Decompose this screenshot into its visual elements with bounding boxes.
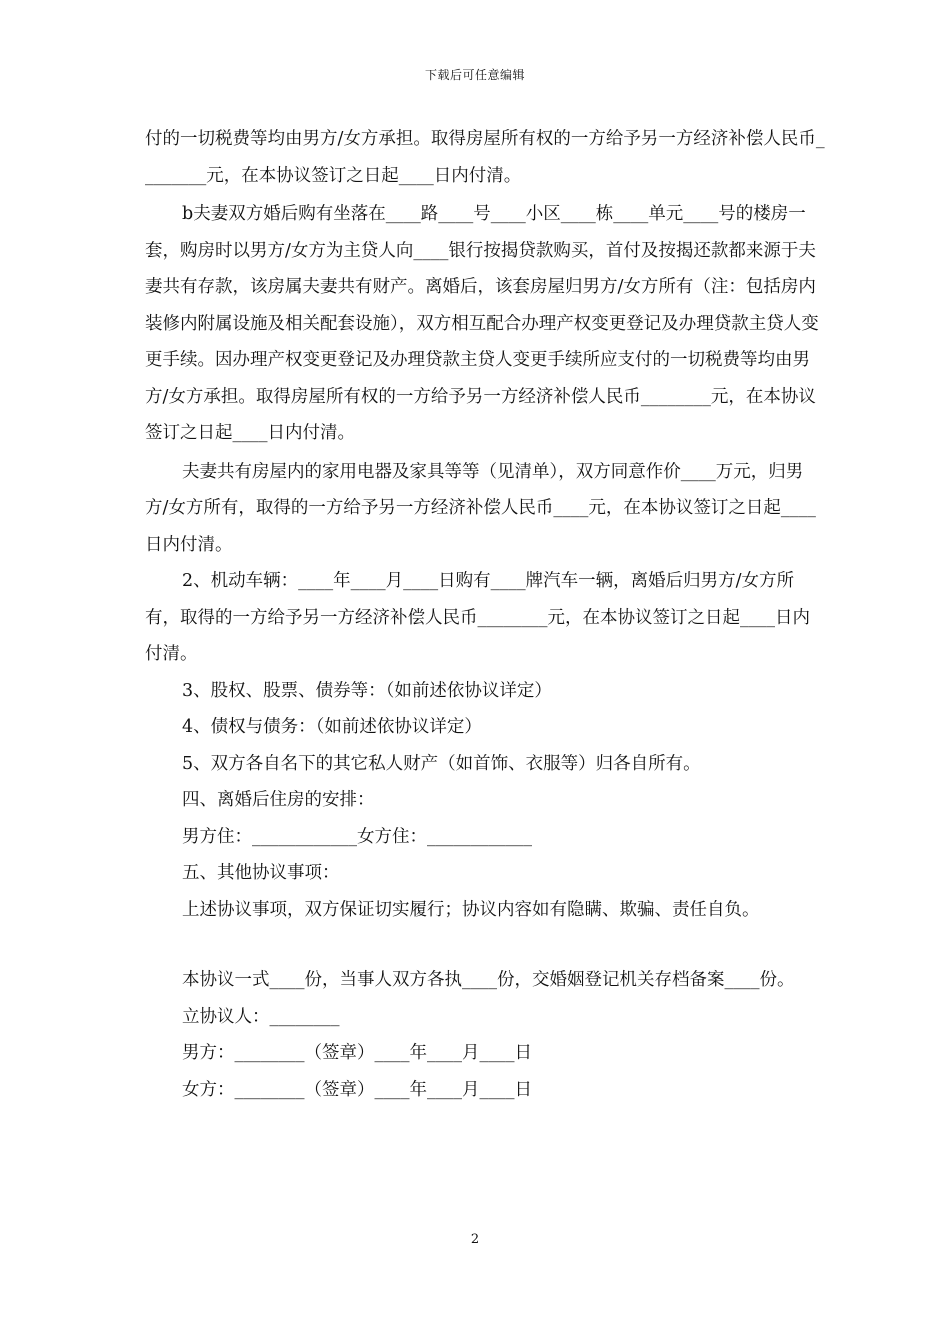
male-signature-line: 男方：________（签章）____年____月____日 [182,1043,532,1063]
paragraph-vehicle: 2、机动车辆：____年____月____日购有____牌汽车一辆，离婚后归男方/女方所有，取得的一方给予另一方经济补偿人民币________元，在本协议签订之日起____日内付清。 [145,571,810,664]
heading-housing: 四、离婚后住房的安排： [182,790,375,810]
paragraph-stocks: 3、股权、股票、债券等：（如前述依协议详定） [182,680,552,701]
document-body [145,121,825,1108]
female-signature-line: 女方：________（签章）____年____月____日 [182,1079,532,1100]
paragraph-residence: 男方住：____________女方住：____________ [182,826,532,847]
heading-other-matters: 五、其他协议事项： [182,863,340,883]
paragraph-copies: 本协议一式____份，当事人双方各执____份，交婚姻登记机关存档备案____份。 [182,970,795,990]
paragraph-debts: 4、债权与债务：（如前述依协议详定） [182,717,482,737]
paragraph-personal-property: 5、双方各自名下的其它私人财产（如首饰、衣服等）归各自所有。 [182,753,701,774]
page-number: 2 [470,1232,480,1247]
signatory-line: 立协议人：________ [182,1006,340,1027]
paragraph-appliances: 夫妻共有房屋内的家用电器及家具等等（见清单），双方同意作价____万元，归男方/女方所有，取得的一方给予另一方经济补偿人民币____元，在本协议签订之日起____日内付清。 [145,461,816,555]
paragraph-tax-continuation: 付的一切税费等均由男方/女方承担。取得房屋所有权的一方给予另一方经济补偿人民币________元，在本协议签订之日起____日内付清。 [145,129,825,186]
paragraph-house-b: b夫妻双方婚后购有坐落在____路____号____小区____栋____单元____号的楼房一套，购房时以男方/女方为主贷人向____银行按揭贷款购买，首付及按揭还款都来源于夫妻共有存款，该房属夫妻共有财产。离婚后，该套房屋归男方/女方所有（注：包括房内装修内附属设施及相关配套设施），双方相互配合办理产权变更登记及办理贷款主贷人变更手续。因办理产权变更登记及办理贷款主贷人变更手续所应支付的一切税费等均由男方/女方承担。取得房屋所有权的一方给予另一方经济补偿人民币________元，在本协议签订之日起____日内付清。 [145,204,819,443]
paragraph-guarantee: 上述协议事项，双方保证切实履行；协议内容如有隐瞒、欺骗、责任自负。 [182,899,760,920]
page-header: 下载后可任意编辑 [424,68,525,82]
